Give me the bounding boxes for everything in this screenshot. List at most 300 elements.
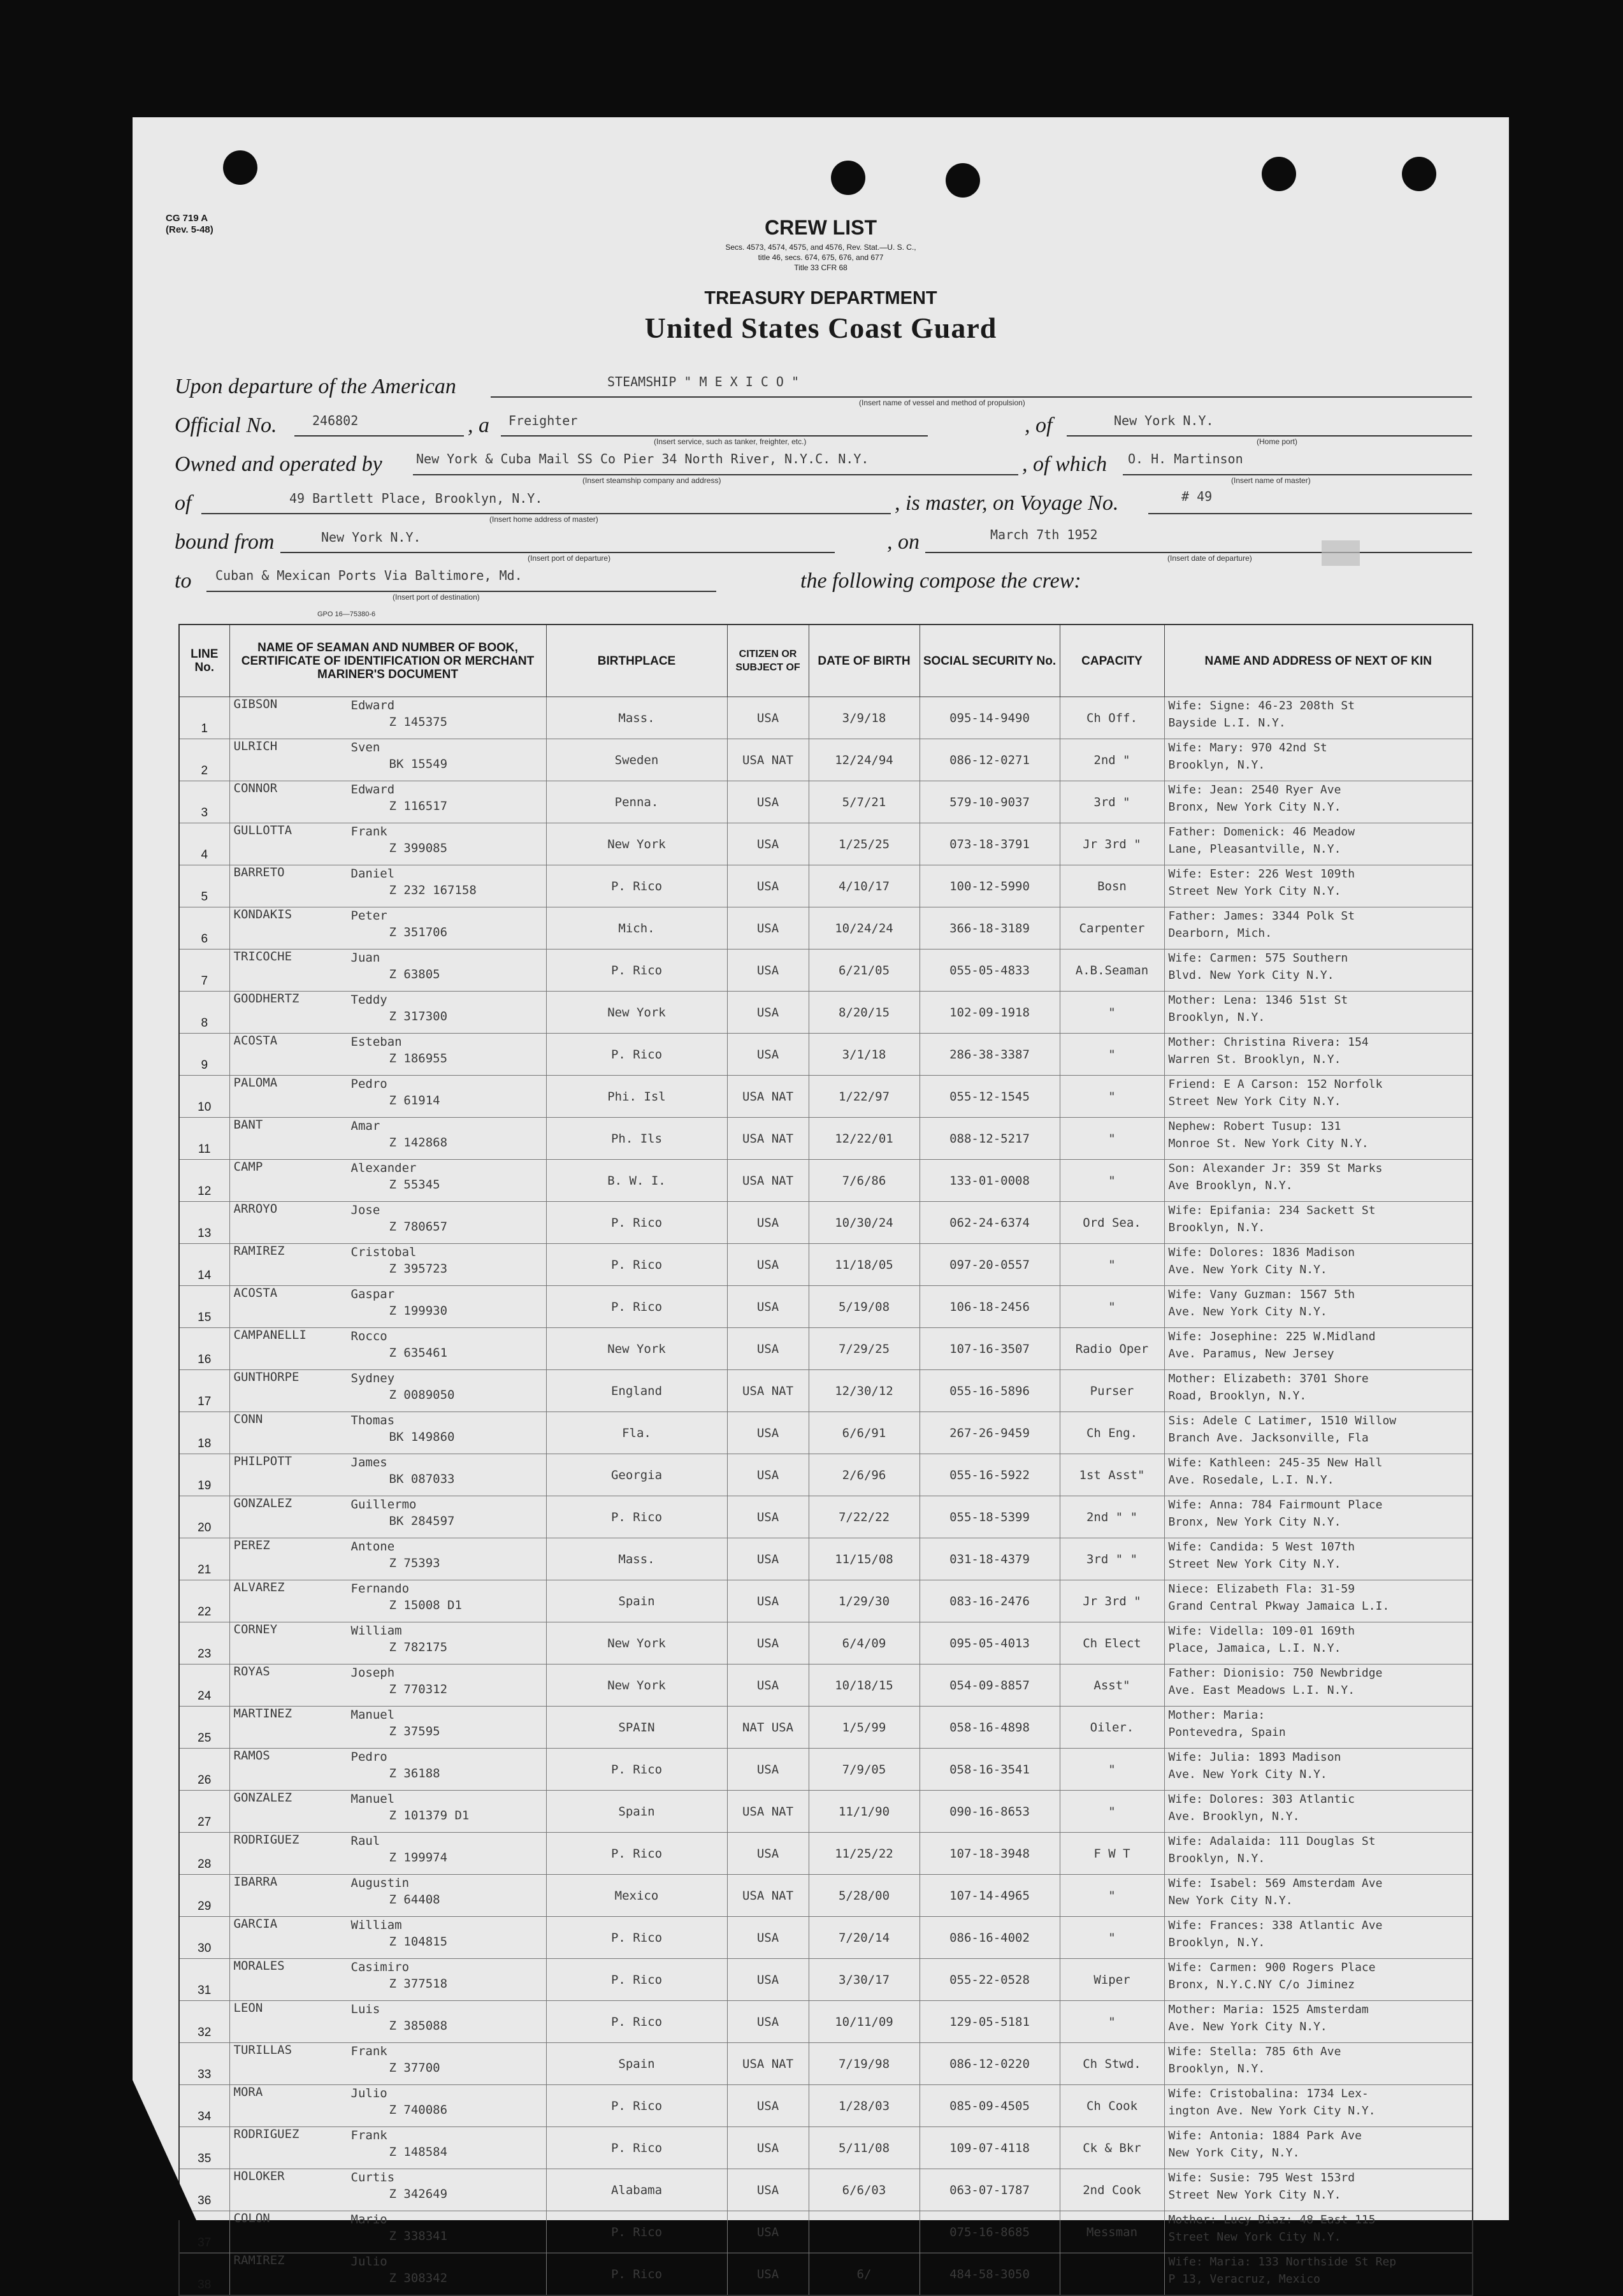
crew-list-form xyxy=(133,117,1509,2292)
social-security-number: 267-26-9459 xyxy=(920,1412,1060,1454)
citizenship: USA xyxy=(727,2211,809,2253)
home-port-hint: (Home port) xyxy=(1257,437,1298,446)
seaman-given-name: Edward xyxy=(350,783,395,797)
social-security-number: 100-12-5990 xyxy=(920,865,1060,907)
seaman-name-cell xyxy=(229,2001,546,2043)
seaman-given-name: Julio xyxy=(350,2255,387,2269)
table-row xyxy=(179,1286,1473,1328)
date-of-birth: 5/19/08 xyxy=(809,1286,920,1328)
seaman-document-number: Z 740086 xyxy=(389,2103,448,2117)
seaman-name-cell xyxy=(229,1286,546,1328)
seaman-name-cell xyxy=(229,1034,546,1076)
next-of-kin-cell xyxy=(1164,1076,1473,1118)
date-of-birth: 11/1/90 xyxy=(809,1791,920,1833)
date-of-birth: 6/6/91 xyxy=(809,1412,920,1454)
date-of-birth: 4/10/17 xyxy=(809,865,920,907)
seaman-name-cell xyxy=(229,1791,546,1833)
next-of-kin-line: Wife: Stella: 785 6th Ave xyxy=(1168,2045,1341,2058)
citizenship: USA NAT xyxy=(727,2043,809,2085)
of-label: , of xyxy=(1025,414,1053,437)
seaman-given-name: Thomas xyxy=(350,1413,395,1427)
social-security-number: 055-12-1545 xyxy=(920,1076,1060,1118)
next-of-kin-cell xyxy=(1164,2127,1473,2169)
next-of-kin-line: Mother: Christina Rivera: 154 xyxy=(1168,1036,1369,1049)
social-security-number: 086-12-0220 xyxy=(920,2043,1060,2085)
capacity: 2nd " xyxy=(1060,739,1164,781)
table-row xyxy=(179,1118,1473,1160)
seaman-name-cell xyxy=(229,1076,546,1118)
date-of-birth: 12/24/94 xyxy=(809,739,920,781)
seaman-document-number: Z 104815 xyxy=(389,1935,448,1949)
line-number: 1 xyxy=(179,697,229,739)
social-security-number: 085-09-4505 xyxy=(920,2085,1060,2127)
birthplace: Spain xyxy=(546,1580,727,1622)
social-security-number: 107-18-3948 xyxy=(920,1833,1060,1875)
seaman-document-number: Z 342649 xyxy=(389,2187,448,2201)
punch-hole-1 xyxy=(223,150,257,185)
line-number: 32 xyxy=(179,2001,229,2043)
line-number: 33 xyxy=(179,2043,229,2085)
birthplace: P. Rico xyxy=(546,1202,727,1244)
statute-line: Title 33 CFR 68 xyxy=(794,263,848,272)
next-of-kin-line: Brooklyn, N.Y. xyxy=(1168,758,1266,772)
date-of-birth: 11/15/08 xyxy=(809,1538,920,1580)
seaman-document-number: Z 186955 xyxy=(389,1051,448,1065)
social-security-number: 095-05-4013 xyxy=(920,1622,1060,1664)
birthplace: Penna. xyxy=(546,781,727,823)
seaman-surname: RODRIGUEZ xyxy=(233,2127,299,2141)
next-of-kin-cell xyxy=(1164,1244,1473,1286)
date-of-birth: 12/30/12 xyxy=(809,1370,920,1412)
date-of-birth: 7/6/86 xyxy=(809,1160,920,1202)
next-of-kin-cell xyxy=(1164,1118,1473,1160)
seaman-surname: ACOSTA xyxy=(233,1286,278,1300)
punch-hole-5 xyxy=(1402,157,1436,191)
next-of-kin-line: Street New York City N.Y. xyxy=(1168,884,1341,898)
seaman-given-name: Raul xyxy=(350,1834,380,1848)
seaman-surname: CAMP xyxy=(233,1160,263,1174)
seaman-name-cell xyxy=(229,907,546,949)
seaman-document-number: Z 145375 xyxy=(389,715,448,729)
seaman-surname: PHILPOTT xyxy=(233,1454,292,1468)
next-of-kin-line: Monroe St. New York City N.Y. xyxy=(1168,1137,1369,1150)
seaman-name-cell xyxy=(229,2253,546,2296)
seaman-document-number: Z 55345 xyxy=(389,1178,440,1192)
next-of-kin-line: Street New York City N.Y. xyxy=(1168,1095,1341,1108)
next-of-kin-line: Branch Ave. Jacksonville, Fla xyxy=(1168,1431,1369,1445)
birthplace: SPAIN xyxy=(546,1707,727,1749)
seaman-given-name: William xyxy=(350,1918,402,1932)
seaman-surname: GONZALEZ xyxy=(233,1791,292,1805)
table-header-row xyxy=(179,625,1473,697)
capacity: " xyxy=(1060,2001,1164,2043)
line-number: 13 xyxy=(179,1202,229,1244)
citizenship: USA xyxy=(727,865,809,907)
capacity: " xyxy=(1060,1286,1164,1328)
next-of-kin-line: Ave. New York City N.Y. xyxy=(1168,2020,1327,2033)
birthplace: Georgia xyxy=(546,1454,727,1496)
next-of-kin-line: ington Ave. New York City N.Y. xyxy=(1168,2104,1376,2118)
line-number: 16 xyxy=(179,1328,229,1370)
seaman-given-name: Cristobal xyxy=(350,1245,417,1259)
social-security-number: 055-18-5399 xyxy=(920,1496,1060,1538)
citizenship: USA xyxy=(727,2253,809,2296)
next-of-kin-line: Wife: Carmen: 900 Rogers Place xyxy=(1168,1961,1376,1974)
column-header-next-of-kin: NAME AND ADDRESS OF NEXT OF KIN xyxy=(1164,625,1473,697)
seaman-given-name: Antone xyxy=(350,1540,395,1554)
next-of-kin-line: P 13, Veracruz, Mexico xyxy=(1168,2272,1320,2286)
seaman-name-cell xyxy=(229,739,546,781)
next-of-kin-cell xyxy=(1164,2001,1473,2043)
company-name: New York & Cuba Mail SS Co Pier 34 North River, N.Y.C. N.Y. xyxy=(416,451,869,466)
seaman-document-number: Z 116517 xyxy=(389,799,448,813)
birthplace: New York xyxy=(546,1622,727,1664)
birthplace: Alabama xyxy=(546,2169,727,2211)
birthplace: Spain xyxy=(546,1791,727,1833)
column-header-ssn: SOCIAL SECURITY No. xyxy=(920,625,1060,697)
birthplace: P. Rico xyxy=(546,2211,727,2253)
birthplace: Mexico xyxy=(546,1875,727,1917)
seaman-document-number: Z 377518 xyxy=(389,1977,448,1991)
birthplace: P. Rico xyxy=(546,1034,727,1076)
next-of-kin-line: Wife: Adalaida: 111 Douglas St xyxy=(1168,1835,1376,1848)
citizenship: USA NAT xyxy=(727,1076,809,1118)
line-number: 37 xyxy=(179,2211,229,2253)
seaman-name-cell xyxy=(229,2085,546,2127)
seaman-name-cell xyxy=(229,1664,546,1707)
table-row xyxy=(179,1454,1473,1496)
next-of-kin-line: Pontevedra, Spain xyxy=(1168,1726,1286,1739)
seaman-surname: RAMIREZ xyxy=(233,1244,285,1258)
capacity: Ch Elect xyxy=(1060,1622,1164,1664)
next-of-kin-cell xyxy=(1164,1707,1473,1749)
next-of-kin-cell xyxy=(1164,739,1473,781)
column-header-capacity: CAPACITY xyxy=(1060,625,1164,697)
seaman-given-name: Casimiro xyxy=(350,1960,410,1974)
date-of-birth: 7/20/14 xyxy=(809,1917,920,1959)
next-of-kin-line: Wife: Cristobalina: 1734 Lex- xyxy=(1168,2087,1369,2100)
citizenship: USA NAT xyxy=(727,1875,809,1917)
table-row xyxy=(179,2001,1473,2043)
citizenship: USA xyxy=(727,781,809,823)
seaman-surname: HOLOKER xyxy=(233,2169,285,2183)
seaman-given-name: Teddy xyxy=(350,993,387,1007)
date-of-birth: 2/6/96 xyxy=(809,1454,920,1496)
citizenship: USA xyxy=(727,1917,809,1959)
citizenship: USA xyxy=(727,1412,809,1454)
seaman-name-cell xyxy=(229,2211,546,2253)
departure-label: Upon departure of the American xyxy=(175,375,456,398)
social-security-number: 055-22-0528 xyxy=(920,1959,1060,2001)
seaman-name-cell xyxy=(229,1370,546,1412)
service-underline xyxy=(501,435,928,437)
voyage-underline xyxy=(1148,513,1472,514)
social-security-number: 086-16-4002 xyxy=(920,1917,1060,1959)
statute-line: title 46, secs. 674, 675, 676, and 677 xyxy=(758,253,884,262)
birthplace: P. Rico xyxy=(546,865,727,907)
seaman-name-cell xyxy=(229,781,546,823)
seaman-surname: RAMIREZ xyxy=(233,2253,285,2267)
date-of-birth: 1/28/03 xyxy=(809,2085,920,2127)
line-number: 11 xyxy=(179,1118,229,1160)
next-of-kin-line: Wife: Ester: 226 West 109th xyxy=(1168,867,1355,881)
capacity: " xyxy=(1060,1160,1164,1202)
date-of-birth: 10/11/09 xyxy=(809,2001,920,2043)
social-security-number: 129-05-5181 xyxy=(920,2001,1060,2043)
date-hint: (Insert date of departure) xyxy=(1167,554,1252,563)
next-of-kin-line: Wife: Susie: 795 West 153rd xyxy=(1168,2171,1355,2184)
next-of-kin-line: Lane, Pleasantville, N.Y. xyxy=(1168,842,1341,856)
date-of-birth: 6/4/09 xyxy=(809,1622,920,1664)
seaman-document-number: Z 148584 xyxy=(389,2145,448,2159)
next-of-kin-line: Street New York City N.Y. xyxy=(1168,2230,1341,2244)
birthplace: P. Rico xyxy=(546,1917,727,1959)
is-master-label: , is master, on Voyage No. xyxy=(895,491,1119,515)
next-of-kin-line: Wife: Vidella: 109-01 169th xyxy=(1168,1624,1355,1638)
date-of-birth: 6/6/03 xyxy=(809,2169,920,2211)
next-of-kin-line: Wife: Candida: 5 West 107th xyxy=(1168,1540,1355,1554)
line-number: 4 xyxy=(179,823,229,865)
seaman-name-cell xyxy=(229,2127,546,2169)
date-underline xyxy=(925,552,1472,553)
seaman-document-number: Z 635461 xyxy=(389,1346,448,1360)
seaman-given-name: Frank xyxy=(350,2128,387,2142)
seaman-given-name: Amar xyxy=(350,1119,380,1133)
table-row xyxy=(179,1328,1473,1370)
next-of-kin-cell xyxy=(1164,1664,1473,1707)
seaman-given-name: William xyxy=(350,1624,402,1638)
next-of-kin-cell xyxy=(1164,1580,1473,1622)
date-of-birth: 1/5/99 xyxy=(809,1707,920,1749)
bound-from-label: bound from xyxy=(175,530,275,554)
seaman-name-cell xyxy=(229,823,546,865)
table-row xyxy=(179,1370,1473,1412)
social-security-number: 097-20-0557 xyxy=(920,1244,1060,1286)
capacity: Messman xyxy=(1060,2211,1164,2253)
seaman-given-name: Manuel xyxy=(350,1792,395,1806)
company-underline xyxy=(413,474,1018,475)
line-number: 24 xyxy=(179,1664,229,1707)
social-security-number: 031-18-4379 xyxy=(920,1538,1060,1580)
citizenship: USA xyxy=(727,823,809,865)
citizenship: USA xyxy=(727,1833,809,1875)
next-of-kin-line: Wife: Isabel: 569 Amsterdam Ave xyxy=(1168,1877,1383,1890)
citizenship: USA xyxy=(727,1244,809,1286)
table-row xyxy=(179,1917,1473,1959)
official-number-underline xyxy=(294,435,464,437)
next-of-kin-cell xyxy=(1164,1454,1473,1496)
table-row xyxy=(179,739,1473,781)
seaman-document-number: BK 284597 xyxy=(389,1514,455,1528)
seaman-surname: PEREZ xyxy=(233,1538,270,1552)
capacity: 3rd " xyxy=(1060,781,1164,823)
master-name: O. H. Martinson xyxy=(1128,451,1243,466)
column-header-citizen: CITIZEN OR SUBJECT OF xyxy=(727,625,809,697)
table-row xyxy=(179,949,1473,992)
seaman-document-number: Z 770312 xyxy=(389,1682,448,1696)
next-of-kin-line: Wife: Frances: 338 Atlantic Ave xyxy=(1168,1919,1383,1932)
citizenship: USA NAT xyxy=(727,739,809,781)
citizenship: USA xyxy=(727,1328,809,1370)
table-row xyxy=(179,1791,1473,1833)
next-of-kin-line: Bronx, N.Y.C.NY C/o Jiminez xyxy=(1168,1978,1355,1991)
capacity: " xyxy=(1060,1076,1164,1118)
line-number: 28 xyxy=(179,1833,229,1875)
seaman-surname: MORALES xyxy=(233,1959,285,1973)
statute-reference xyxy=(133,242,1509,273)
social-security-number: 058-16-3541 xyxy=(920,1749,1060,1791)
next-of-kin-line: Brooklyn, N.Y. xyxy=(1168,1936,1266,1949)
seaman-surname: RAMOS xyxy=(233,1749,270,1763)
seaman-surname: TURILLAS xyxy=(233,2043,292,2057)
seaman-name-cell xyxy=(229,2169,546,2211)
next-of-kin-line: Ave Brooklyn, N.Y. xyxy=(1168,1179,1293,1192)
seaman-document-number: Z 338341 xyxy=(389,2229,448,2243)
table-row xyxy=(179,1749,1473,1791)
seaman-document-number: BK 087033 xyxy=(389,1472,455,1486)
destination-underline xyxy=(206,591,716,592)
next-of-kin-cell xyxy=(1164,949,1473,992)
seaman-given-name: Julio xyxy=(350,2086,387,2100)
seaman-name-cell xyxy=(229,1833,546,1875)
line-number: 7 xyxy=(179,949,229,992)
next-of-kin-cell xyxy=(1164,1622,1473,1664)
seaman-document-number: Z 0089050 xyxy=(389,1388,455,1402)
capacity: Asst" xyxy=(1060,1664,1164,1707)
date-of-birth xyxy=(809,2211,920,2253)
capacity: Ch Stwd. xyxy=(1060,2043,1164,2085)
line-number: 14 xyxy=(179,1244,229,1286)
next-of-kin-cell xyxy=(1164,697,1473,739)
capacity: Ord Sea. xyxy=(1060,1202,1164,1244)
line-number: 5 xyxy=(179,865,229,907)
master-address-hint: (Insert home address of master) xyxy=(489,515,598,524)
social-security-number: 095-14-9490 xyxy=(920,697,1060,739)
compose-label: the following compose the crew: xyxy=(800,569,1081,593)
line-number: 31 xyxy=(179,1959,229,2001)
table-row xyxy=(179,1202,1473,1244)
seaman-name-cell xyxy=(229,949,546,992)
seaman-surname: GIBSON xyxy=(233,697,278,711)
seaman-name-cell xyxy=(229,865,546,907)
seaman-document-number: Z 15008 D1 xyxy=(389,1598,462,1612)
capacity: Purser xyxy=(1060,1370,1164,1412)
next-of-kin-line: Ave. Brooklyn, N.Y. xyxy=(1168,1810,1300,1823)
next-of-kin-line: Wife: Jean: 2540 Ryer Ave xyxy=(1168,783,1341,797)
seaman-name-cell xyxy=(229,1538,546,1580)
seaman-name-cell xyxy=(229,992,546,1034)
social-security-number: 090-16-8653 xyxy=(920,1791,1060,1833)
next-of-kin-line: Ave. Rosedale, L.I. N.Y. xyxy=(1168,1473,1334,1487)
seaman-name-cell xyxy=(229,1118,546,1160)
seaman-name-cell xyxy=(229,1749,546,1791)
seaman-given-name: Esteban xyxy=(350,1035,402,1049)
capacity: Wiper xyxy=(1060,1959,1164,2001)
line-number: 19 xyxy=(179,1454,229,1496)
next-of-kin-line: Brooklyn, N.Y. xyxy=(1168,1852,1266,1865)
seaman-surname: COLON xyxy=(233,2211,270,2225)
seaman-name-cell xyxy=(229,1412,546,1454)
date-of-birth: 6/ xyxy=(809,2253,920,2296)
next-of-kin-cell xyxy=(1164,1875,1473,1917)
citizenship: USA xyxy=(727,2127,809,2169)
service-type: Freighter xyxy=(509,413,578,428)
capacity: " xyxy=(1060,1875,1164,1917)
vessel-underline xyxy=(491,396,1472,398)
department-name: TREASURY DEPARTMENT xyxy=(704,288,937,308)
seaman-document-number: Z 142868 xyxy=(389,1136,448,1150)
social-security-number: 075-16-8685 xyxy=(920,2211,1060,2253)
date-of-birth: 6/21/05 xyxy=(809,949,920,992)
seaman-name-cell xyxy=(229,1244,546,1286)
seaman-given-name: Pedro xyxy=(350,1750,387,1764)
seaman-document-number: Z 317300 xyxy=(389,1009,448,1023)
next-of-kin-line: Ave. Paramus, New Jersey xyxy=(1168,1347,1334,1361)
capacity: " xyxy=(1060,1244,1164,1286)
birthplace: P. Rico xyxy=(546,1286,727,1328)
seaman-document-number: Z 37700 xyxy=(389,2061,440,2075)
social-security-number: 055-16-5896 xyxy=(920,1370,1060,1412)
table-row xyxy=(179,992,1473,1034)
seaman-surname: CORNEY xyxy=(233,1622,278,1636)
next-of-kin-line: Street New York City N.Y. xyxy=(1168,2188,1341,2202)
social-security-number: 102-09-1918 xyxy=(920,992,1060,1034)
seaman-given-name: Frank xyxy=(350,825,387,839)
social-security-number: 054-09-8857 xyxy=(920,1664,1060,1707)
birthplace: New York xyxy=(546,823,727,865)
capacity: Carpenter xyxy=(1060,907,1164,949)
form-title: CREW LIST xyxy=(765,216,877,239)
next-of-kin-cell xyxy=(1164,2043,1473,2085)
seaman-given-name: Pedro xyxy=(350,1077,387,1091)
citizenship: USA xyxy=(727,992,809,1034)
line-number: 23 xyxy=(179,1622,229,1664)
capacity: " xyxy=(1060,1034,1164,1076)
next-of-kin-cell xyxy=(1164,1538,1473,1580)
citizenship: USA NAT xyxy=(727,1160,809,1202)
next-of-kin-cell xyxy=(1164,1791,1473,1833)
seaman-given-name: Luis xyxy=(350,2002,380,2016)
of-address-label: of xyxy=(175,491,192,515)
next-of-kin-line: Brooklyn, N.Y. xyxy=(1168,2062,1266,2076)
column-header-birthplace: BIRTHPLACE xyxy=(546,625,727,697)
seaman-name-cell xyxy=(229,1580,546,1622)
line-number: 12 xyxy=(179,1160,229,1202)
capacity: " xyxy=(1060,992,1164,1034)
line-number: 27 xyxy=(179,1791,229,1833)
birthplace: Sweden xyxy=(546,739,727,781)
seaman-surname: BANT xyxy=(233,1118,263,1132)
seaman-name-cell xyxy=(229,1160,546,1202)
seaman-given-name: Augustin xyxy=(350,1876,410,1890)
seaman-given-name: Alexander xyxy=(350,1161,417,1175)
next-of-kin-line: Wife: Carmen: 575 Southern xyxy=(1168,951,1348,965)
line-number: 6 xyxy=(179,907,229,949)
seaman-surname: GULLOTTA xyxy=(233,823,292,837)
date-of-birth: 3/9/18 xyxy=(809,697,920,739)
date-of-birth: 3/1/18 xyxy=(809,1034,920,1076)
seaman-surname: RODRIGUEZ xyxy=(233,1833,299,1847)
seaman-name-cell xyxy=(229,1454,546,1496)
capacity: Jr 3rd " xyxy=(1060,1580,1164,1622)
social-security-number: 106-18-2456 xyxy=(920,1286,1060,1328)
capacity: A.B.Seaman xyxy=(1060,949,1164,992)
seaman-document-number: Z 385088 xyxy=(389,2019,448,2033)
seaman-given-name: Juan xyxy=(350,951,380,965)
citizenship: USA xyxy=(727,2169,809,2211)
social-security-number: 055-05-4833 xyxy=(920,949,1060,992)
citizenship: USA NAT xyxy=(727,1791,809,1833)
